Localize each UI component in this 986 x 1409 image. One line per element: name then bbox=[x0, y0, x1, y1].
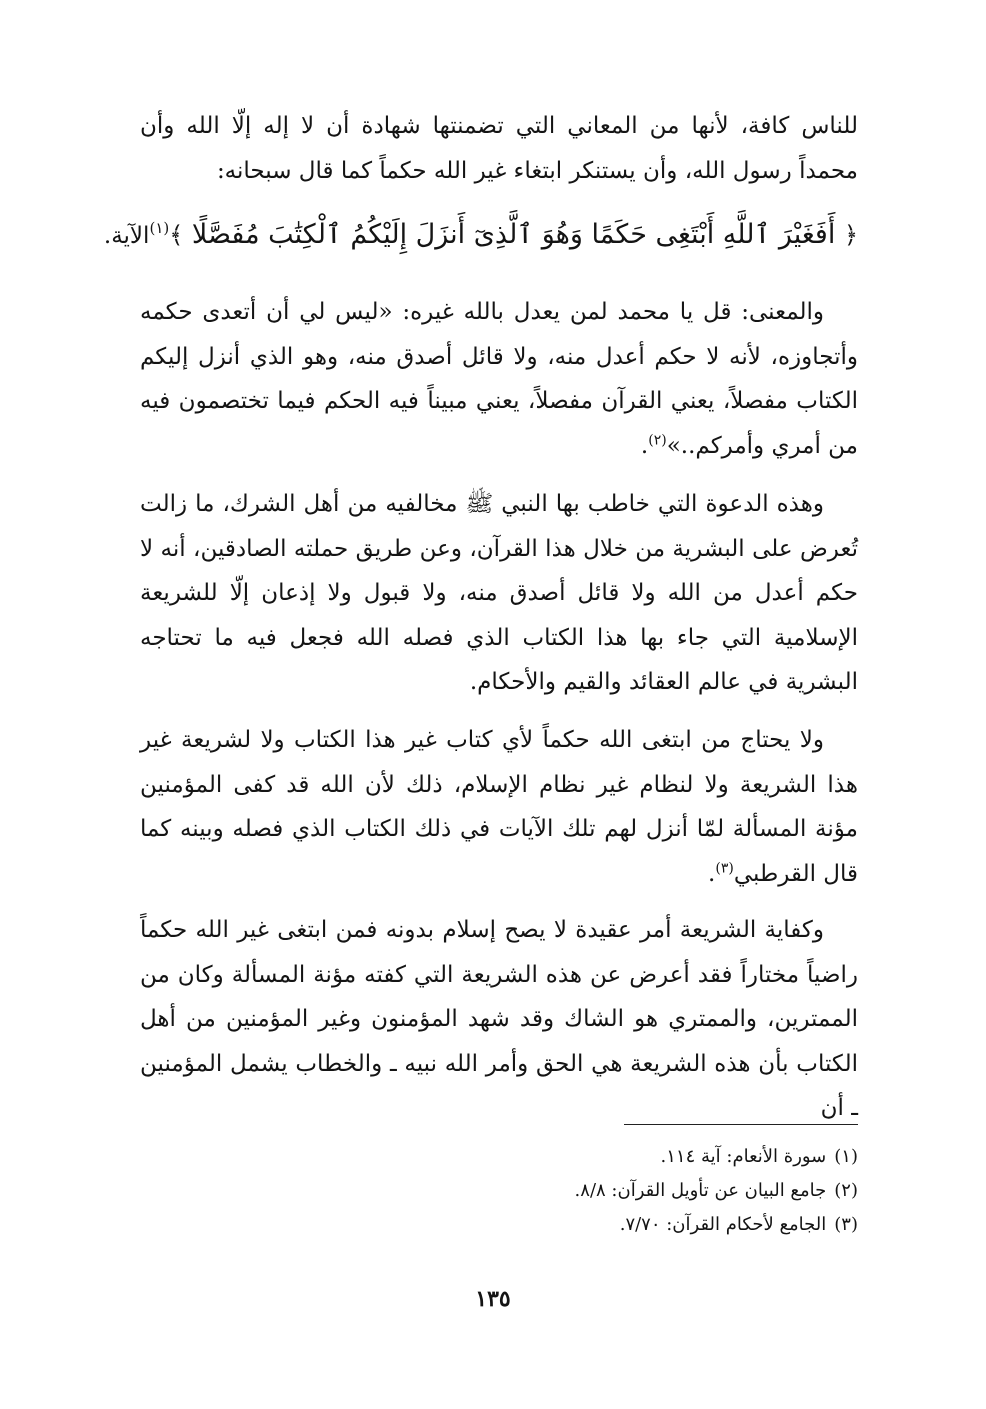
footnote-3 bbox=[140, 1208, 858, 1242]
footnote-number: (٣) bbox=[834, 1214, 858, 1235]
intro-text: للناس كافة، لأنها من المعاني التي تضمنتها شهادة أن لا إله إلّا الله وأن محمداً رسول الله، وأن يستنكر ابتغاء غير الله حكماً كما قال سبحانه: bbox=[140, 113, 858, 184]
verse-text: أَفَغَيْرَ ٱللَّهِ أَبْتَغِى حَكَمًا وَهُوَ ٱلَّذِىٓ أَنزَلَ إِلَيْكُمُ ٱلْكِتَٰبَ مُفَصَّلًا bbox=[191, 219, 836, 250]
verse-open-brace: ﴿ bbox=[843, 221, 858, 249]
page-number: ١٣٥ bbox=[475, 1286, 511, 1312]
footnote-text: الجامع لأحكام القرآن: ٧/٧٠. bbox=[619, 1214, 827, 1235]
verse-close-brace: ﴾ bbox=[169, 221, 184, 249]
footnote-divider bbox=[624, 1124, 858, 1125]
paragraph-text: والمعنى: قل يا محمد لمن يعدل بالله غيره: «ليس لي أن أتعدى حكمه وأتجاوزه، لأنه لا حكم أعدل منه، ولا قائل أصدق منه، وهو الذي أنزل إليكم الكتاب مفصلاً، يعني القرآن مفصلاً، يعني مبيناً فيه الحكم فيما تختصمون فيه من أمري وأمركم..» bbox=[140, 299, 858, 459]
body-paragraph-2 bbox=[140, 482, 858, 705]
footnote-ref-2: (٢) bbox=[648, 431, 667, 448]
body-paragraph-3 bbox=[140, 718, 858, 896]
footnote-number: (٢) bbox=[834, 1180, 858, 1201]
verse-tail: الآية. bbox=[103, 223, 150, 249]
paragraph-text: ولا يحتاج من ابتغى الله حكماً لأي كتاب غير هذا الكتاب ولا لشريعة غير هذا الشريعة ولا لنظام غير نظام الإسلام، ذلك لأن الله قد كفى المؤمنين مؤنة المسألة لمّا أنزل لهم تلك الآيات في ذلك الكتاب الذي فصله وبينه كما قال القرطبي bbox=[140, 727, 858, 887]
footnote-2 bbox=[140, 1174, 858, 1208]
footnote-text: سورة الأنعام: آية ١١٤. bbox=[660, 1146, 827, 1167]
footnotes bbox=[140, 1140, 858, 1242]
footnote-text: جامع البيان عن تأويل القرآن: ٨/٨. bbox=[574, 1180, 827, 1201]
paragraph-text: وهذه الدعوة التي خاطب بها النبي ﷺ مخالفيه من أهل الشرك، ما زالت تُعرض على البشرية من خلال هذا القرآن، وعن طريق حملته الصادقين، أنه لا حكم أعدل من الله ولا قائل أصدق منه، ولا قبول ولا إذعان إلّا للشريعة الإسلامية التي جاء بها هذا الكتاب الذي فصله الله فجعل فيه ما تحتاجه البشرية في عالم العقائد والقيم والأحكام. bbox=[140, 491, 858, 695]
body-paragraph-4 bbox=[140, 908, 858, 1131]
paragraph-end: . bbox=[640, 432, 649, 459]
body-paragraph-1 bbox=[140, 290, 858, 468]
intro-paragraph bbox=[140, 104, 858, 193]
paragraph-end: . bbox=[708, 860, 716, 887]
footnote-1 bbox=[140, 1140, 858, 1174]
verse-footnote-ref: (١) bbox=[149, 219, 170, 237]
footnote-number: (١) bbox=[834, 1146, 858, 1167]
footnote-ref-3: (٣) bbox=[715, 859, 734, 876]
quran-verse bbox=[103, 206, 858, 258]
paragraph-text: وكفاية الشريعة أمر عقيدة لا يصح إسلام بدونه فمن ابتغى غير الله حكماً راضياً مختاراً فقد أعرض عن هذه الشريعة التي كفته مؤنة المسألة وكان من الممترين، والممتري هو الشاك وقد شهد المؤمنون وغير المؤمنين من أهل الكتاب بأن هذه الشريعة هي الحق وأمر الله نبيه ـ والخطاب يشمل المؤمنين ـ أن bbox=[140, 917, 858, 1121]
